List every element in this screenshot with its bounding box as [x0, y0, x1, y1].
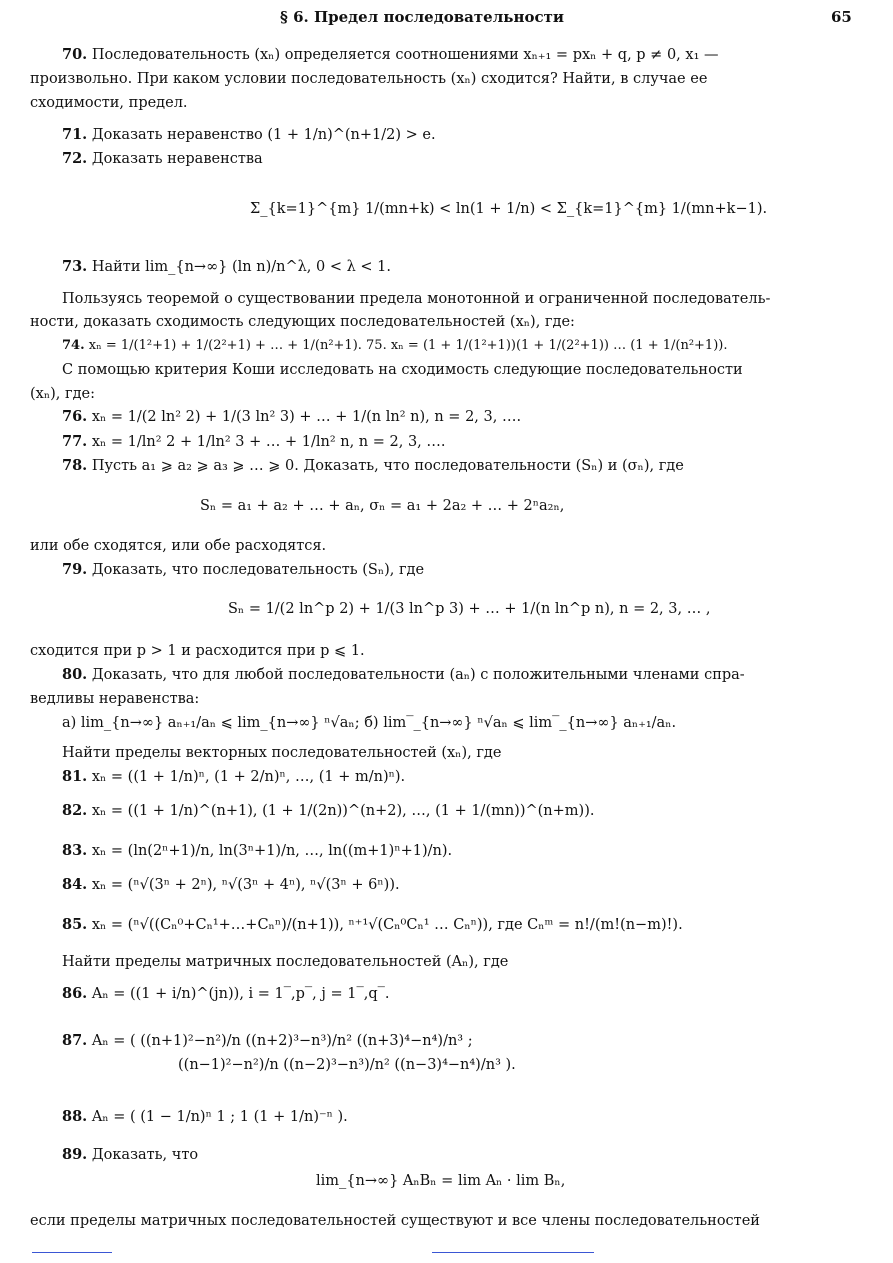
problem-number: 86.	[62, 985, 88, 1002]
text-line	[62, 802, 594, 820]
text-line	[62, 561, 424, 579]
line-text: Aₙ = ( (1 − 1/n)ⁿ 1 ; 1 (1 + 1/n)⁻ⁿ ).	[87, 1109, 348, 1125]
line-text: xₙ = 1/(2 ln² 2) + 1/(3 ln² 3) + … + 1/(n ln² n), n = 2, 3, ….	[87, 409, 522, 425]
formula-text: Sₙ = 1/(2 ln^p 2) + 1/(3 ln^p 3) + … + 1/(n ln^p n), n = 2, 3, … ,	[228, 601, 711, 617]
text-line	[62, 985, 389, 1003]
line-text: Найти пределы векторных последовательностей (xₙ), где	[62, 745, 502, 761]
line-text: Доказать, что последовательность (Sₙ), где	[87, 562, 425, 578]
line-text: xₙ = ((1 + 1/n)^(n+1), (1 + 1/(2n))^(n+2), …, (1 + 1/(mn))^(n+m)).	[87, 803, 595, 819]
text-line	[62, 126, 436, 144]
text-line	[62, 916, 683, 934]
problem-number: 84.	[62, 876, 88, 893]
problem-number: 85.	[62, 916, 88, 933]
line-text: Последовательность (xₙ) определяется соотношениями xₙ₊₁ = pxₙ + q, p ≠ 0, x₁ —	[87, 47, 719, 63]
text-line	[62, 953, 508, 971]
text-line	[62, 842, 452, 860]
line-text: (xₙ), где:	[30, 386, 95, 402]
display-formula	[200, 497, 564, 515]
text-line	[30, 70, 707, 88]
line-text: С помощью критерия Коши исследовать на сходимость следующие последовательности	[62, 362, 743, 378]
line-text: xₙ = (ⁿ√(3ⁿ + 2ⁿ), ⁿ√(3ⁿ + 4ⁿ), ⁿ√(3ⁿ + 6ⁿ)).	[87, 877, 400, 893]
line-text: Пусть a₁ ⩾ a₂ ⩾ a₃ ⩾ … ⩾ 0. Доказать, что последовательности (Sₙ) и (σₙ), где	[87, 458, 684, 474]
line-text: Доказать, что	[87, 1147, 199, 1163]
problem-number: 79.	[62, 561, 88, 578]
formula-text: Sₙ = a₁ + a₂ + … + aₙ, σₙ = a₁ + 2a₂ + … + 2ⁿa₂ₙ,	[200, 498, 565, 514]
line-text: сходится при p > 1 и расходится при p ⩽ 1.	[30, 643, 365, 659]
text-line	[62, 361, 743, 379]
line-text: если пределы матричных последовательностей существуют и все члены последовательностей	[30, 1213, 760, 1229]
text-line	[62, 46, 719, 64]
line-text: xₙ = 1/(1²+1) + 1/(2²+1) + … + 1/(n²+1). 75. xₙ = (1 + 1/(1²+1))(1 + 1/(2²+1)) … (1 + 1/(n²+1)).	[84, 338, 728, 353]
problem-number: 72.	[62, 150, 88, 167]
problem-number: 70.	[62, 46, 88, 63]
line-text: xₙ = (ⁿ√((Cₙ⁰+Cₙ¹+…+Cₙⁿ)/(n+1)), ⁿ⁺¹√(Cₙ⁰Cₙ¹ … Cₙⁿ)), где Cₙᵐ = n!/(m!(n−m)!).	[87, 917, 683, 933]
text-line	[62, 666, 745, 684]
line-text: а) lim_{n→∞} aₙ₊₁/aₙ ⩽ lim_{n→∞} ⁿ√aₙ; б) lim‾_{n→∞} ⁿ√aₙ ⩽ lim‾_{n→∞} aₙ₊₁/aₙ.	[62, 715, 677, 731]
problem-number: 80.	[62, 666, 88, 683]
formula-text: Σ_{k=1}^{m} 1/(mn+k) < ln(1 + 1/n) < Σ_{k=1}^{m} 1/(mn+k−1).	[250, 201, 768, 217]
line-text: Aₙ = ((1 + i/n)^(jn)), i = 1‾,p‾, j = 1‾,q‾.	[87, 986, 390, 1002]
problem-number: 88.	[62, 1108, 88, 1125]
line-text: ности, доказать сходимость следующих последовательностей (xₙ), где:	[30, 314, 575, 330]
problem-number: 78.	[62, 457, 88, 474]
text-line	[62, 290, 770, 308]
line-text: xₙ = 1/ln² 2 + 1/ln² 3 + … + 1/ln² n, n = 2, 3, ….	[87, 434, 446, 450]
problem-number: 82.	[62, 802, 88, 819]
problem-number: 77.	[62, 433, 88, 450]
text-line	[62, 150, 263, 168]
text-line	[30, 94, 188, 112]
text-line	[62, 1032, 473, 1050]
page-header	[0, 8, 893, 32]
text-line	[30, 690, 199, 708]
line-text: ведливы неравенства:	[30, 691, 200, 707]
display-formula	[250, 200, 767, 218]
line-text: произвольно. При каком условии последовательность (xₙ) сходится? Найти, в случае ее	[30, 71, 708, 87]
display-formula	[228, 600, 710, 618]
problem-number: 83.	[62, 842, 88, 859]
problem-number: 74.	[62, 338, 85, 353]
line-text: xₙ = (ln(2ⁿ+1)/n, ln(3ⁿ+1)/n, …, ln((m+1)ⁿ+1)/n).	[87, 843, 453, 859]
text-line	[62, 714, 676, 732]
problem-number: 73.	[62, 258, 88, 275]
text-line	[62, 337, 727, 355]
formula-text: lim_{n→∞} AₙBₙ = lim Aₙ · lim Bₙ,	[316, 1173, 566, 1189]
footer-link-underline	[432, 1252, 594, 1253]
text-line	[62, 876, 400, 894]
problem-number: 87.	[62, 1032, 88, 1049]
page-number: 65	[831, 8, 852, 26]
problem-number: 71.	[62, 126, 88, 143]
text-line	[30, 385, 95, 403]
problem-number: 89.	[62, 1146, 88, 1163]
line-text: или обе сходятся, или обе расходятся.	[30, 538, 327, 554]
problem-number: 81.	[62, 768, 88, 785]
text-line	[62, 408, 521, 426]
line-text: Найти lim_{n→∞} (ln n)/n^λ, 0 < λ < 1.	[87, 259, 391, 275]
text-line	[30, 313, 575, 331]
text-line	[30, 537, 326, 555]
footer-link-underline	[32, 1252, 112, 1253]
text-line	[62, 433, 446, 451]
text-line	[62, 1108, 348, 1126]
text-line	[30, 1212, 760, 1230]
text-line	[178, 1056, 516, 1074]
text-line	[30, 642, 365, 660]
text-line	[62, 744, 501, 762]
line-text: Пользуясь теоремой о существовании предела монотонной и ограниченной последователь-	[62, 291, 771, 307]
text-line	[62, 258, 391, 276]
line-text: Доказать неравенства	[87, 151, 263, 167]
problem-number: 76.	[62, 408, 88, 425]
display-formula	[316, 1172, 565, 1190]
line-text: Доказать, что для любой последовательности (aₙ) с положительными членами спра-	[87, 667, 745, 683]
text-line	[62, 457, 684, 475]
text-line	[62, 768, 405, 786]
text-line	[62, 1146, 198, 1164]
line-text: Найти пределы матричных последовательностей (Aₙ), где	[62, 954, 509, 970]
line-text: Доказать неравенство (1 + 1/n)^(n+1/2) > e.	[87, 127, 436, 143]
line-text: ((n−1)²−n²)/n ((n−2)³−n³)/n² ((n−3)⁴−n⁴)/n³ ).	[178, 1057, 516, 1073]
line-text: Aₙ = ( ((n+1)²−n²)/n ((n+2)³−n³)/n² ((n+3)⁴−n⁴)/n³ ;	[87, 1033, 473, 1049]
line-text: xₙ = ((1 + 1/n)ⁿ, (1 + 2/n)ⁿ, …, (1 + m/n)ⁿ).	[87, 769, 406, 785]
line-text: сходимости, предел.	[30, 95, 188, 111]
section-title: § 6. Предел последовательности	[280, 8, 564, 26]
